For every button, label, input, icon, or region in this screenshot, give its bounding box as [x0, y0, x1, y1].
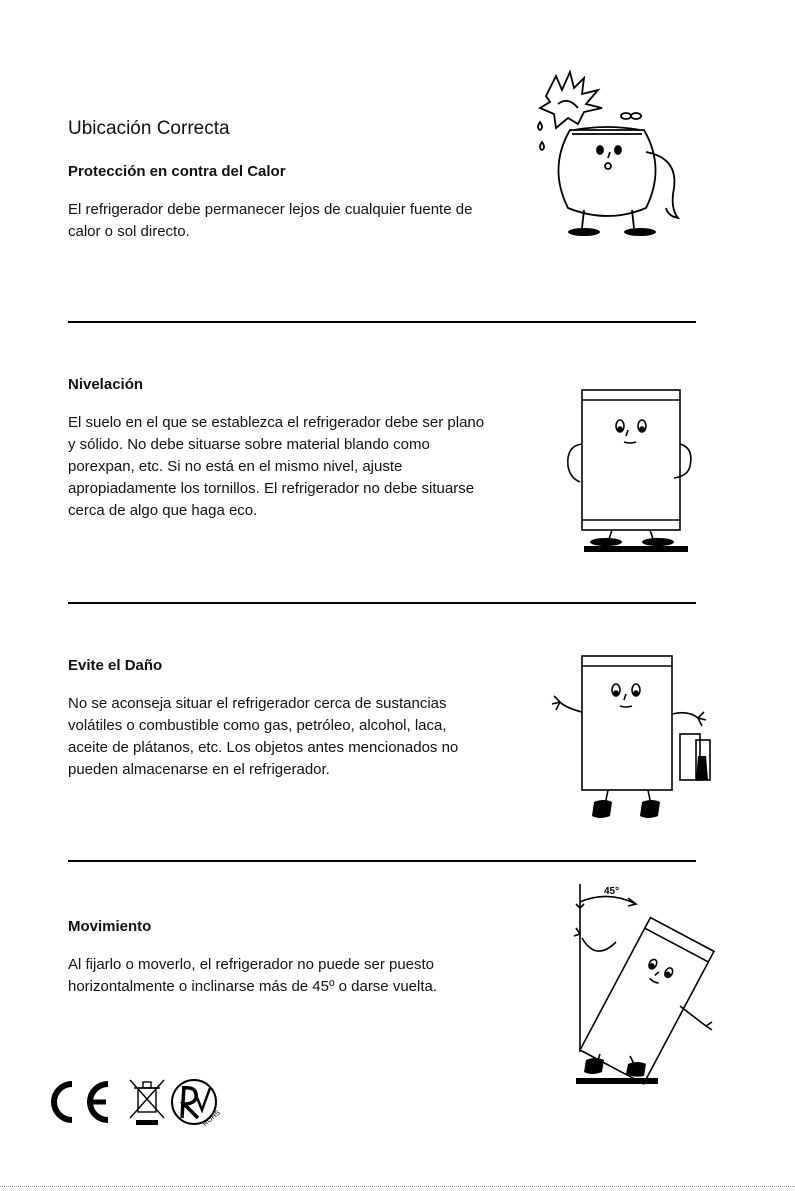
- section-title-leveling: Nivelación: [68, 376, 144, 393]
- certification-logos: [44, 1074, 249, 1130]
- angle-label: 45°: [604, 886, 620, 897]
- text-line: cerca de algo que haga eco.: [68, 502, 258, 519]
- section-body-movement: [68, 954, 437, 998]
- level-fridge-icon: [562, 386, 692, 554]
- rohs-label: ROHS: [201, 1109, 222, 1128]
- text-line: y sólido. No debe situarse sobre material blando como: [68, 436, 430, 453]
- text-line: El suelo en el que se establezca el refrigerador debe ser plano: [68, 414, 485, 431]
- section-body-leveling: [68, 412, 484, 522]
- fridge-with-flammables-icon: [548, 652, 720, 824]
- page-bottom-edge: [0, 1186, 795, 1188]
- text-line: No se aconseja situar el refrigerador cerca de sustancias: [68, 695, 447, 712]
- section-body-damage: [68, 693, 458, 781]
- text-line: volátiles o combustible como gas, petróleo, alcohol, laca,: [68, 717, 447, 734]
- section-title-damage: Evite el Daño: [68, 657, 163, 674]
- tilted-fridge-icon: [560, 880, 730, 1086]
- text-line: pueden almacenarse en el refrigerador.: [68, 761, 330, 778]
- weee-crossed-bin-icon: [130, 1080, 164, 1118]
- text-line: porexpan, etc. Si no está en el mismo nivel, ajuste: [68, 458, 403, 475]
- section-divider: [68, 602, 696, 604]
- text-line: Al fijarlo o moverlo, el refrigerador no puede ser puesto: [68, 956, 435, 973]
- text-line: horizontalmente o inclinarse más de 45º o darse vuelta.: [68, 978, 438, 995]
- section-title-heat: Protección en contra del Calor: [68, 163, 286, 180]
- section-divider: [68, 860, 696, 862]
- section-title-movement: Movimiento: [68, 918, 152, 935]
- text-line: apropiadamente los tornillos. El refrigerador no debe situarse: [68, 480, 475, 497]
- text-line: aceite de plátanos, etc. Los objetos antes mencionados no: [68, 739, 459, 756]
- ce-mark-icon: [54, 1084, 108, 1120]
- hot-fridge-sweating-icon: [528, 68, 698, 240]
- rohs-seal-icon: [172, 1080, 222, 1128]
- text-line: El refrigerador debe permanecer lejos de cualquier fuente de: [68, 201, 473, 218]
- page-title: Ubicación Correcta: [68, 118, 230, 139]
- text-line: calor o sol directo.: [68, 223, 190, 240]
- section-body-heat: [68, 199, 472, 243]
- section-divider: [68, 321, 696, 323]
